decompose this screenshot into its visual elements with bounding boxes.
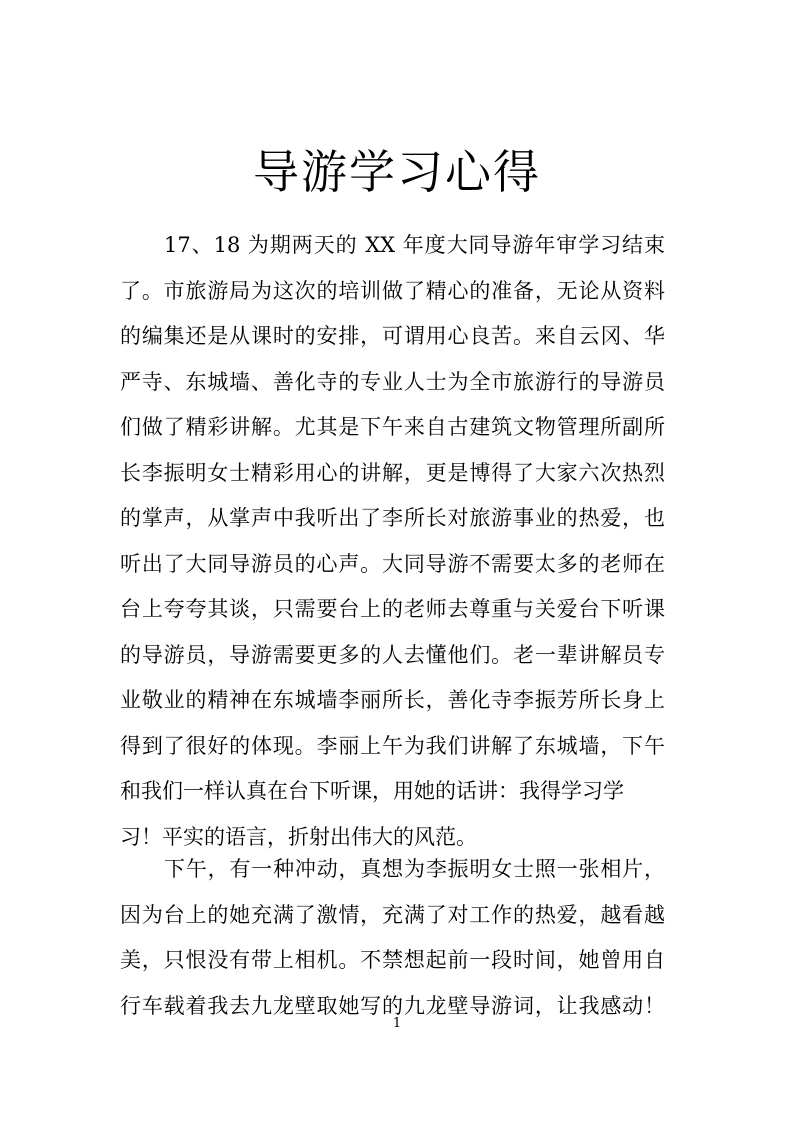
paragraph-line: 17、18 为期两天的 XX 年度大同导游年审学习结束 [164,233,665,257]
paragraph-line: 的编集还是从课时的安排，可谓用心良苦。来自云冈、华 [120,324,665,348]
paragraph-line: 因为台上的她充满了激情，充满了对工作的热爱，越看越 [120,902,665,927]
paragraph-line: 得到了很好的体现。李丽上午为我们讲解了东城墙，下午 [120,733,665,758]
paragraph-line: 的导游员，导游需要更多的人去懂他们。老一辈讲解员专 [120,642,665,667]
paragraph-line: 长李振明女士精彩用心的讲解，更是博得了大家六次热烈 [120,460,665,485]
document-title: 导游学习心得 [253,145,541,199]
paragraph-line: 美，只恨没有带上相机。不禁想起前一段时间，她曾用自 [120,948,665,972]
paragraph-line: 严寺、东城墙、善化寺的专业人士为全市旅游行的导游员 [120,369,665,394]
page-number: 1 [392,1016,402,1031]
paragraph-2 [120,847,665,1029]
paragraph-line: 们做了精彩讲解。尤其是下午来自古建筑文物管理所副所 [120,415,665,439]
paragraph-line: 听出了大同导游员的心声。大同导游不需要太多的老师在 [120,551,665,576]
paragraph-line: 下午，有一种冲动，真想为李振明女士照一张相片， [164,857,665,881]
paragraph-line: 了。市旅游局为这次的培训做了精心的准备，无论从资料 [120,278,665,303]
paragraph-line: 的掌声，从掌声中我听出了李所长对旅游事业的热爱，也 [120,506,665,530]
paragraph-line: 和我们一样认真在台下听课，用她的话讲：我得学习学 [120,779,624,803]
paragraph-line: 行车载着我去九龙壁取她写的九龙壁导游词，让我感动！ [120,993,665,1018]
paragraph-line: 台上夸夸其谈，只需要台上的老师去尊重与关爱台下听课 [120,597,665,621]
paragraph-line: 习！平实的语言，折射出伟大的风范。 [120,824,477,849]
paragraph-1 [120,223,665,860]
paragraph-line: 业敬业的精神在东城墙李丽所长，善化寺李振芳所长身上 [120,688,665,712]
